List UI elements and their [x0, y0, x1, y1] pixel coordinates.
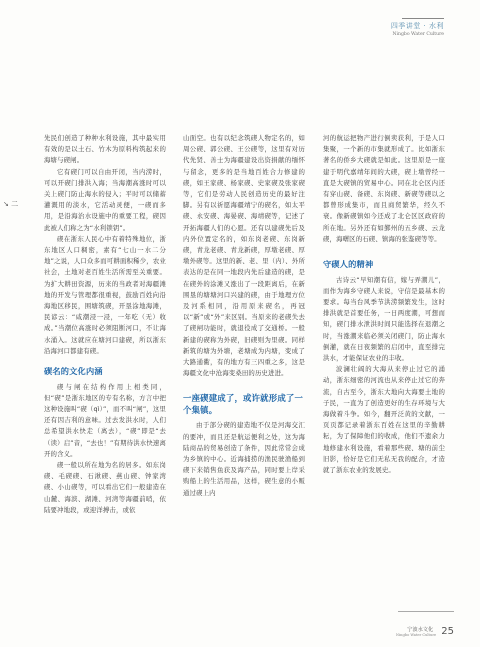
- magazine-name: 宁波水文化: [407, 627, 434, 633]
- section-subtitle: Ningbo Water Culture: [392, 32, 444, 37]
- paragraph: 河的航运把物产进行倒卖获利，于是人口集聚，一个新的市集就形成了。比如浙东著名的侨乡大碶就是如此。这里原是一座建于明代嘉靖年间的大碶，碶上墩曾经一直是大碶镇的贸易中心。同在北仑区内还有穿山碶、备碶、东岗碶、新碶等碶以之都曾形成集市，而且商贸繁华，经久不衰。像新碶镇如今还成了北仑区区政府的所在地。另外还有如鄞州的五乡碶、云龙碶，海曙区的石碶、镇海的张鉴碶等等。: [323, 134, 445, 243]
- paragraph: 由于部分碶的建造地不仅是河海交汇的要冲，而且还是航运便利之处，这为海陆商品的贸易创造了条件，因此常常会成为乡镇的中心。近海捕捞的渔民驶渔船到碶下来销售鱼获及海产品，同时要上岸采购船上的生活用品，这样，碶生意的小贩通过碶上内: [183, 421, 305, 497]
- section-title: 四季讲堂 · 水利: [390, 22, 444, 30]
- page-number: 25: [441, 626, 454, 637]
- section-heading: 一座碶建成了，或许就形成了一个集镇。: [183, 393, 304, 415]
- text-column-1: [44, 133, 166, 553]
- paragraph: 碶在浙东人民心中有着特殊地位，浙东地区人口稠密，素有“七山一水二分地”之说，人口众多而可耕面积稀少，农业社会，土地对老百姓生活所需至关重要。为扩大耕田资源，历来的当政者对海疆滩地的开发与管理都很重视，鼓励百姓向沿海地区移民，围塘筑碶，开垦涂地海滩，民谚云：“咸潮浸一浸，一年吃（无）收成。”当潮位高涨时必须阻断河口，不让海水涌入。这就应在塘河口建碶，所以浙东沿海河口都建有碶。: [44, 234, 166, 355]
- paragraph: 先民们创造了种种水利设施，其中最实用有效的是以土石、竹木为原料构筑起来的海塘与碶闸。: [44, 134, 166, 165]
- text-column-2: [183, 133, 305, 553]
- page-footer: [396, 614, 454, 637]
- paragraph: 山面空。也有以纪念筑碶人物定名的，如周公碶、郭公碶、王公碶等，这里有对历代先贤、善士为海疆建设出资捐献的缅怀与留念，更多的是当地百姓合力修建的碶，如王家碶、杨家碶、史家碶及张家碶等，它们是劳动人民创造历史的最好注脚。另有以祈愿海疆靖宁的碶名，如太平碶、永安碶、海晏碶、海靖碶等，记述了开拓海疆人们的心愿。还有以建碶先后及内外位置定名的，如东岗老碶、东岗新碶，青龙老碶、青龙新碶，厚墩老碶、厚墩外碶等。这里的新、老、里（内）、外所表达的是在同一地段内先后建造的碶，是在碶外的涂滩又涨出了一段距离后，在新围垦的塘塘河口兴建的碶，由于地理方位及河系相同，沿用原来碶名，再冠以“新”或“外”来区别。当原来的老碶失去了碶闸功能时，就退役成了交通桥。一般新建的碶称为外碶，旧碶则为里碶。同样新筑的塘为外塘，老塘成为内塘，变成了大路通衢，有的地方有三四重之多，这是海疆文化中沧海变桑田的历史进进。: [183, 134, 305, 378]
- page-header: [391, 18, 444, 37]
- section-heading: 碶名的文化内涵: [44, 366, 103, 377]
- paragraph: 碶与闸在结构作用上相类同，但“碶”是浙东地区的专有名称，方言中把这种设施叫“碶（qì）”，而不叫“闸”，这里还有因吉利的意味。过去发洪水时，人们总希望洪水快走（离去），“碶”即是“去（读）启”音，“去也！”有期待洪水快速离开的含义。: [44, 382, 166, 458]
- article-body: [44, 133, 445, 553]
- text-column-3: [323, 133, 445, 553]
- paragraph: 古诗云“早知潮有信，嫁与弄潮儿”，而作为海乡守碶人来说，守信是最基本的要求。每当台风季节洪涝频繁发生，这时排洪就是首要任务，一日两度潮，可想而知，碶门排水泄洪时间只能选择在退潮之时，当涨潮来临必须关闭碶门，防止海水倒灌，就在日夜频繁的启闭中，直至排完洪水，才能保证农业的丰收。: [323, 275, 445, 362]
- paragraph: 它有碶门可以自由开闭，当内涝时，可以开碶门排洪入海；当海潮高涨时可以关上碶门防止海水的侵入；平时可以储蓄灌溉用的淡水，它活动灵便，一碶而多用，是沿海治水设施中的重要工程，碶因此被人们称之为“水利锁钥”。: [44, 167, 166, 232]
- paragraph: 碶一般以所在地为名的居多。如东岗碶、毛碶碶、石湫碶、燕山碶、钟家湾碶、小山碶等，可以看出它们一般建造在山麓、海滨、湖滩、河湾等海疆前哨，依陆要冲地段，或迎洋搏击，或依: [44, 460, 166, 514]
- paragraph: 波澜壮阔的大海从来停止过它的涌动，浙东细密的河流也从来停止过它的奔流，自古至今，浙东大地向大海要土地的子民，一直为了创造更好的生存环境与大海做着斗争。如今，翻开泛黄的文献，一页页都记录着浙东百姓在这里的辛勤耕耘，为了保障他们的收成，他们不遗余力地修建水利设施，看着那些碶、塘的前尘旧影，恰好是它们无私无我的配合，才造就了浙东农业的发展史。: [323, 365, 445, 474]
- header-rule: [402, 18, 444, 19]
- magazine-subtitle: Ningbo Water Culture: [395, 633, 437, 637]
- footer-rule: [398, 611, 454, 612]
- section-heading: 守碶人的精神: [323, 259, 374, 270]
- edge-mark: ↘ 二: [3, 200, 19, 208]
